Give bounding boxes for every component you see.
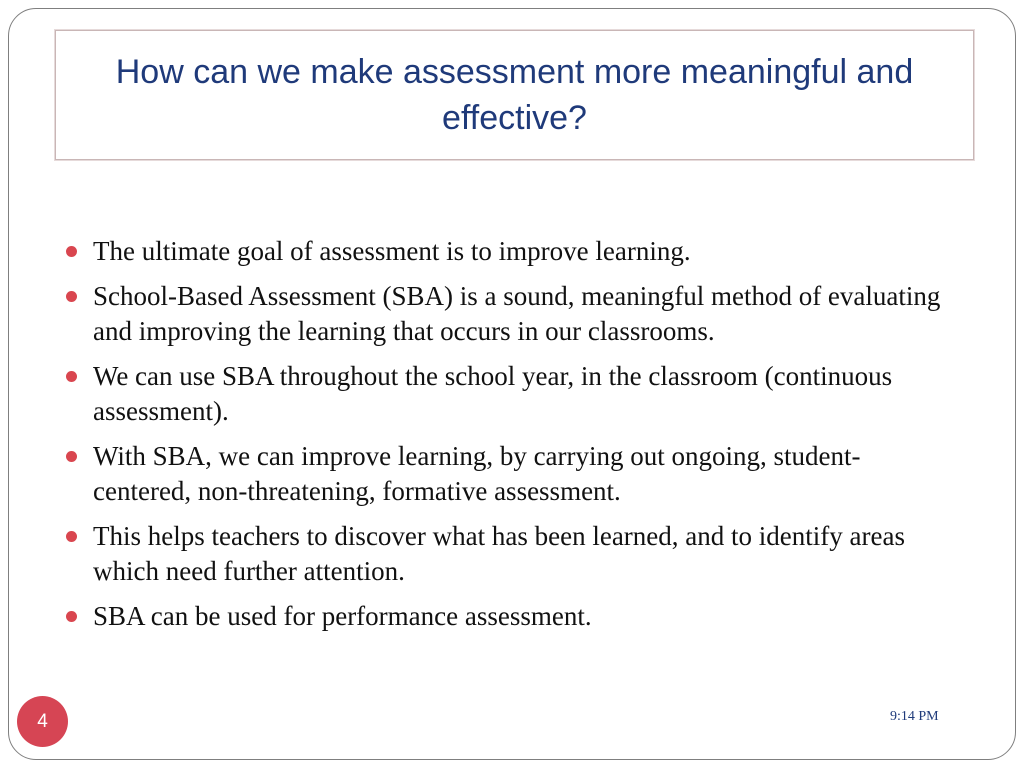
bullet-list — [62, 234, 942, 644]
bullet-text: This helps teachers to discover what has been learned, and to identify areas which need further attention. — [93, 521, 905, 586]
bullet-item — [62, 519, 942, 589]
bullet-text: SBA can be used for performance assessment. — [93, 601, 592, 631]
bullet-dot-icon — [66, 371, 77, 382]
page-number-badge: 4 — [17, 696, 68, 747]
bullet-dot-icon — [66, 291, 77, 302]
bullet-text: The ultimate goal of assessment is to improve learning. — [93, 236, 691, 266]
bullet-text: We can use SBA throughout the school year, in the classroom (continuous assessment). — [93, 361, 893, 426]
bullet-text: With SBA, we can improve learning, by carrying out ongoing, student-centered, non-threatening, formative assessment. — [93, 441, 861, 506]
bullet-dot-icon — [66, 611, 77, 622]
bullet-dot-icon — [66, 246, 77, 257]
slide-title: How can we make assessment more meaningful and effective? — [115, 53, 914, 137]
bullet-text: School-Based Assessment (SBA) is a sound, meaningful method of evaluating and improving the learning that occurs in our classrooms. — [93, 281, 941, 346]
time-stamp: 9:14 PM — [890, 709, 939, 724]
bullet-item — [62, 599, 942, 634]
title-box — [55, 30, 974, 160]
bullet-item — [62, 359, 942, 429]
bullet-item — [62, 439, 942, 509]
bullet-dot-icon — [66, 531, 77, 542]
bullet-dot-icon — [66, 451, 77, 462]
bullet-item — [62, 279, 942, 349]
bullet-item — [62, 234, 942, 269]
